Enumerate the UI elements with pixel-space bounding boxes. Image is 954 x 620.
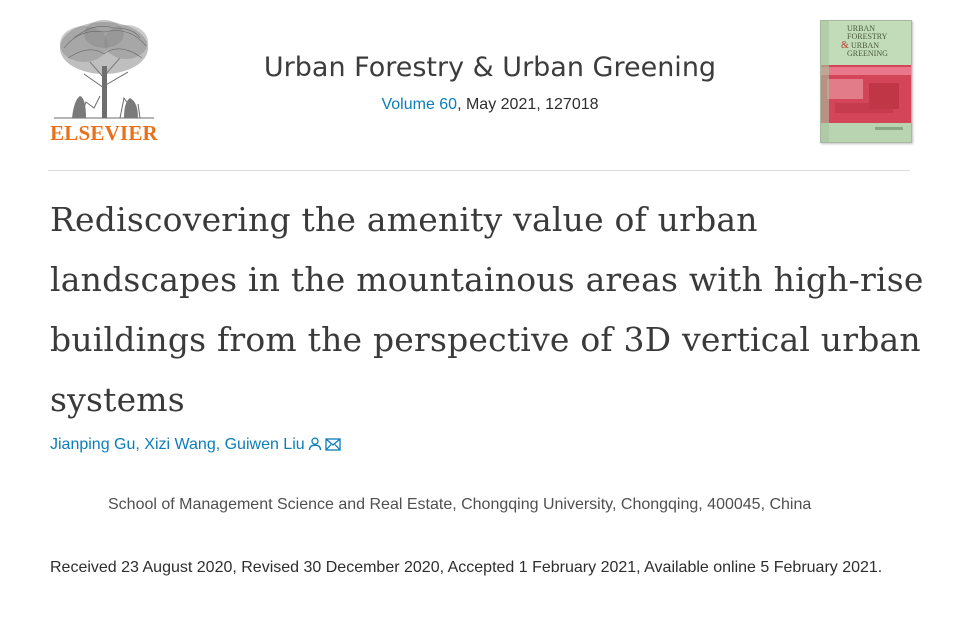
author-link[interactable]: Xizi Wang [144, 436, 216, 453]
author-list [50, 433, 341, 457]
cover-title-ampersand: & [841, 40, 849, 51]
volume-link[interactable]: Volume 60 [381, 96, 458, 113]
author-link[interactable]: Guiwen Liu [224, 436, 305, 453]
elsevier-wordmark: ELSEVIER [50, 121, 158, 145]
cover-title-line-3: URBAN [851, 41, 880, 50]
author-link[interactable]: Jianping Gu [50, 436, 136, 453]
issue-details: , May 2021, 127018 [457, 96, 599, 113]
volume-line [200, 94, 780, 116]
journal-info [200, 50, 780, 116]
elsevier-logo[interactable] [48, 18, 160, 144]
author-affiliation: School of Management Science and Real Estate, Chongqing University, Chongqing, 400045, China [108, 496, 812, 513]
author-separator: , [135, 436, 145, 453]
author-separator: , [215, 436, 225, 453]
journal-title[interactable]: Urban Forestry & Urban Greening [263, 52, 717, 83]
cover-title-line-4: GREENING [847, 49, 888, 58]
envelope-icon[interactable] [325, 438, 341, 451]
publication-history: Received 23 August 2020, Revised 30 December 2020, Accepted 1 February 2021, Available online 5 February 2021. [50, 559, 883, 576]
header-divider [48, 170, 910, 171]
article-title: Rediscovering the amenity value of urban landscapes in the mountainous areas with high-rise buildings from the perspective of 3D vertical urban systems [50, 200, 924, 419]
person-icon[interactable] [308, 437, 322, 451]
cover-art [821, 21, 911, 142]
journal-cover-thumbnail[interactable] [820, 20, 912, 143]
cover-title-line-1: URBAN [847, 24, 876, 33]
article-header [0, 0, 954, 172]
cover-title-line-2: FORESTRY [847, 32, 888, 41]
tree-engraving-icon [50, 18, 158, 122]
